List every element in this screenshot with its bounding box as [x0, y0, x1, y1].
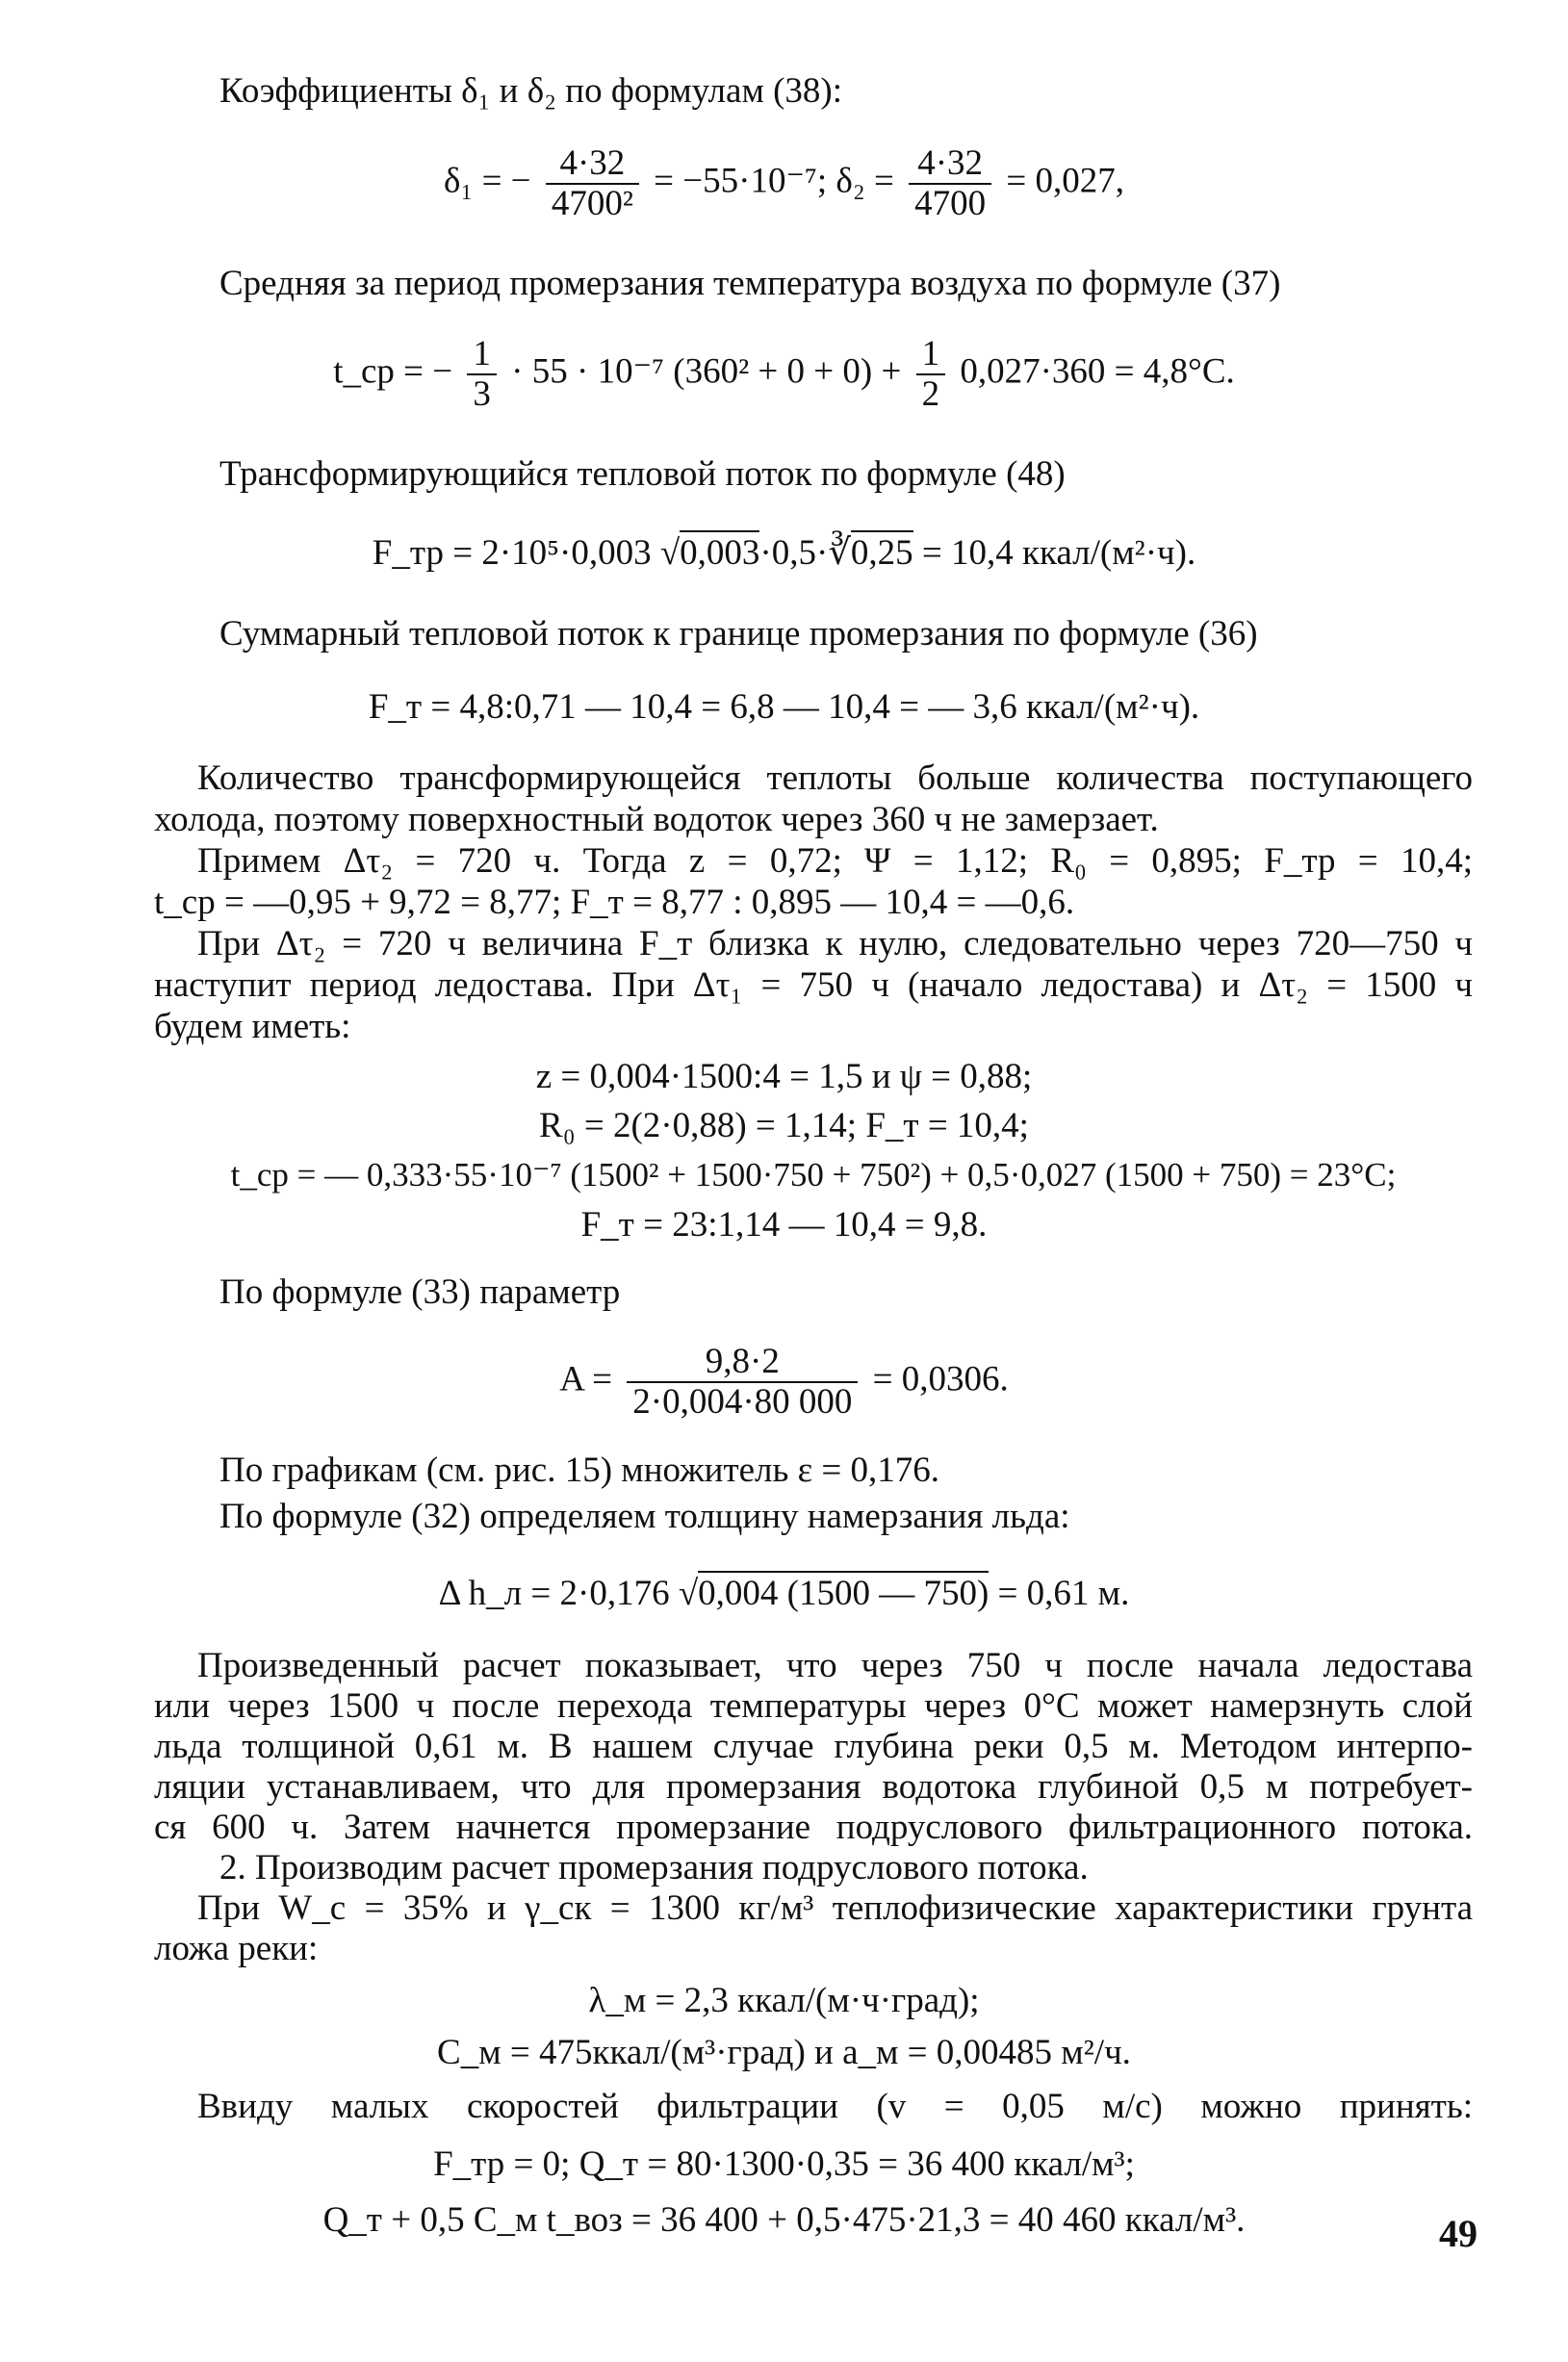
text-line: или через 1500 ч после перехода температуры через 0°С может намерзнуть слой — [154, 1686, 1473, 1726]
page-number: 49 — [1439, 2212, 1478, 2255]
formula-line: Q_т + 0,5 C_м t_воз = 36 400 + 0,5·475·21,3 = 40 460 ккал/м³. — [322, 2200, 1246, 2240]
formula-part: = 10,4 ккал/(м²·ч). — [921, 533, 1196, 573]
text-line: льда толщиной 0,61 м. В нашем случае глубина реки 0,5 м. Методом интерпо- — [154, 1727, 1473, 1766]
formula-line: F_тр = 0; Q_т = 80·1300·0,35 = 36 400 ккал/м³; — [433, 2144, 1135, 2184]
denominator: 4700 — [914, 183, 987, 223]
text-line: Примем Δτ₂ = 720 ч. Тогда z = 0,72; Ψ = 1,12; R₀ = 0,895; F_тр = 10,4; — [197, 841, 1473, 881]
text-line: холода, поэтому поверхностный водоток через 360 ч не замерзает. — [154, 800, 1159, 839]
fraction — [627, 1343, 858, 1422]
text-line: Произведенный расчет показывает, что через 750 ч после начала ледостава — [197, 1646, 1473, 1685]
text-line: Коэффициенты δ₁ и δ₂ по формулам (38): — [219, 71, 843, 111]
formula-line: F_т = 4,8:0,71 — 10,4 = 6,8 — 10,4 = — 3,6 ккал/(м²·ч). — [368, 687, 1200, 727]
formula-part: = −55·10⁻⁷; δ₂ = — [654, 161, 894, 201]
text-line: t_ср = —0,95 + 9,72 = 8,77; F_т = 8,77 : 0,895 — 10,4 = —0,6. — [154, 883, 1075, 922]
text-line: Средняя за период промерзания температура воздуха по формуле (37) — [219, 264, 1281, 303]
text-line: При Δτ₂ = 720 ч величина F_т близка к нулю, следовательно через 720—750 ч — [197, 924, 1473, 963]
numerator: 1 — [916, 335, 946, 375]
fraction — [467, 335, 497, 414]
formula-part: ·0,5·∛ — [759, 533, 851, 573]
denominator: 2·0,004·80 000 — [632, 1381, 853, 1422]
numerator: 4·32 — [546, 144, 639, 185]
radicand: 0,004 (1500 — 750) — [698, 1571, 989, 1613]
denominator: 2 — [921, 373, 940, 414]
numerator: 1 — [467, 335, 497, 375]
text-line: По формуле (33) параметр — [219, 1272, 621, 1312]
text-line: Ввиду малых скоростей фильтрации (v = 0,05 м/с) можно принять: — [197, 2087, 1473, 2126]
denominator: 4700² — [551, 183, 633, 223]
text-line: Трансформирующийся тепловой поток по формуле (48) — [219, 454, 1066, 494]
text-line: По формуле (32) определяем толщину намерзания льда: — [219, 1497, 1070, 1536]
formula-A — [0, 1343, 1568, 1422]
text-line: 2. Производим расчет промерзания подруслового потока. — [219, 1848, 1089, 1887]
radicand: 0,25 — [851, 530, 913, 573]
formula-deltas — [0, 144, 1568, 223]
formula-part: = 0,0306. — [872, 1359, 1009, 1399]
formula-dh — [0, 1572, 1568, 1616]
formula-part: = 0,61 м. — [997, 1574, 1130, 1613]
text-line: ляции устанавливаем, что для промерзания водотока глубиной 0,5 м потребует- — [154, 1767, 1473, 1807]
fraction — [916, 335, 946, 414]
formula-line: R₀ = 2(2·0,88) = 1,14; F_т = 10,4; — [539, 1106, 1029, 1145]
formula-tcp — [0, 335, 1568, 414]
text-line: ложа реки: — [154, 1929, 319, 1968]
text-line: При W_с = 35% и γ_ск = 1300 кг/м³ теплофизические характеристики грунта — [197, 1888, 1473, 1928]
formula-part: · 55 · 10⁻⁷ (360² + 0 + 0) + — [511, 351, 902, 392]
formula-line: C_м = 475ккал/(м³·град) и a_м = 0,00485 м²/ч. — [437, 2033, 1131, 2072]
text-line: По графикам (см. рис. 15) множитель ε = 0,176. — [219, 1451, 940, 1490]
formula-part: δ₁ = − — [443, 161, 531, 201]
radicand: 0,003 — [680, 530, 759, 573]
text-line: наступит период ледостава. При Δτ₁ = 750 ч (начало ледостава) и Δτ₂ = 1500 ч — [154, 965, 1473, 1005]
formula-line: F_т = 23:1,14 — 10,4 = 9,8. — [580, 1205, 988, 1245]
formula-part: F_тр = 2·10⁵·0,003 √ — [372, 533, 681, 573]
text-line: будем иметь: — [154, 1007, 351, 1046]
formula-part: A = — [559, 1359, 612, 1399]
numerator: 4·32 — [909, 144, 991, 185]
formula-part: t_ср = − — [333, 351, 453, 392]
numerator: 9,8·2 — [627, 1343, 858, 1383]
formula-part: Δ h_л = 2·0,176 √ — [438, 1574, 699, 1613]
text-line: Суммарный тепловой поток к границе промерзания по формуле (36) — [219, 614, 1258, 654]
denominator: 3 — [473, 373, 491, 414]
formula-line: z = 0,004·1500:4 = 1,5 и ψ = 0,88; — [535, 1057, 1033, 1096]
fraction — [546, 144, 639, 223]
formula-part: 0,027·360 = 4,8°С. — [960, 351, 1235, 392]
formula-ftr — [0, 531, 1568, 576]
formula-line: λ_м = 2,3 ккал/(м·ч·град); — [588, 1981, 980, 2020]
fraction — [909, 144, 991, 223]
text-line: ся 600 ч. Затем начнется промерзание подруслового фильтрационного потока. — [154, 1808, 1473, 1847]
formula-line: t_ср = — 0,333·55·10⁻⁷ (1500² + 1500·750 + 750²) + 0,5·0,027 (1500 + 750) = 23°С; — [230, 1156, 1397, 1194]
formula-part: = 0,027, — [1006, 161, 1124, 201]
text-line: Количество трансформирующейся теплоты больше количества поступающего — [197, 758, 1473, 798]
